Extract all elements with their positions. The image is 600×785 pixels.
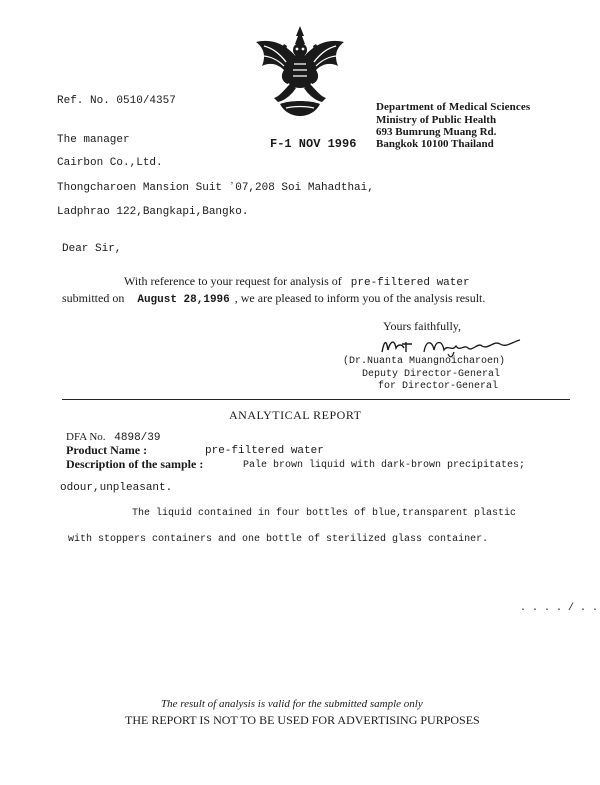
letter-paragraph-line1 — [124, 274, 470, 289]
paragraph-text: , we are pleased to inform you of the analysis result. — [234, 291, 486, 305]
department-name: Department of Medical Sciences — [376, 101, 531, 113]
dfa-label: DFA No. — [66, 431, 106, 443]
report-heading: ANALYTICAL REPORT — [229, 408, 362, 422]
product-name-value: pre-filtered water — [205, 445, 324, 457]
addressee-company: Cairbon Co.,Ltd. — [57, 157, 163, 169]
addressee-title: The manager — [57, 134, 130, 146]
closing: Yours faithfully, — [383, 319, 462, 333]
product-typed: pre-filtered water — [350, 277, 470, 289]
salutation: Dear Sir, — [62, 243, 122, 255]
date-stamp: F-1 NOV 1996 — [270, 137, 357, 151]
ministry-name: Ministry of Public Health — [376, 114, 497, 126]
footer-warning: THE REPORT IS NOT TO BE USED FOR ADVERTISING PURPOSES — [125, 713, 480, 727]
continued-marker: . . . . / . . — [520, 603, 599, 614]
reference-number: Ref. No. 0510/4357 — [57, 95, 176, 107]
department-city: Bangkok 10100 Thailand — [376, 138, 494, 150]
dfa-value: 4898/39 — [114, 432, 161, 444]
garuda-emblem-icon — [250, 24, 350, 118]
section-divider — [62, 399, 570, 400]
paragraph-text: With reference to your request for analysis of — [124, 274, 342, 288]
signer-subtitle: for Director-General — [378, 381, 499, 392]
addressee-address-line2: Ladphrao 122,Bangkapi,Bangko. — [57, 206, 249, 218]
letter-paragraph-line2 — [62, 291, 485, 306]
paragraph-text: submitted on — [62, 291, 125, 305]
description-value: Pale brown liquid with dark-brown precipitates; — [243, 460, 526, 471]
footer-note: The result of analysis is valid for the submitted sample only — [161, 698, 423, 710]
description-label: Description of the sample : — [66, 457, 204, 471]
description-continued: odour,unpleasant. — [60, 482, 173, 494]
report-body-line2: with stoppers containers and one bottle of sterilized glass container. — [68, 534, 489, 545]
signer-name: (Dr.Nuanta Muangnoicharoen) — [343, 356, 506, 367]
report-body-line1: The liquid contained in four bottles of blue,transparent plastic — [132, 508, 517, 519]
submission-date: August 28,1996 — [137, 294, 230, 306]
department-street: 693 Bumrung Muang Rd. — [376, 126, 497, 138]
signer-title: Deputy Director-General — [362, 369, 501, 380]
product-name-label: Product Name : — [66, 443, 148, 457]
addressee-address-line1: Thongcharoen Mansion Suit ʼ07,208 Soi Mahadthai, — [57, 182, 374, 194]
